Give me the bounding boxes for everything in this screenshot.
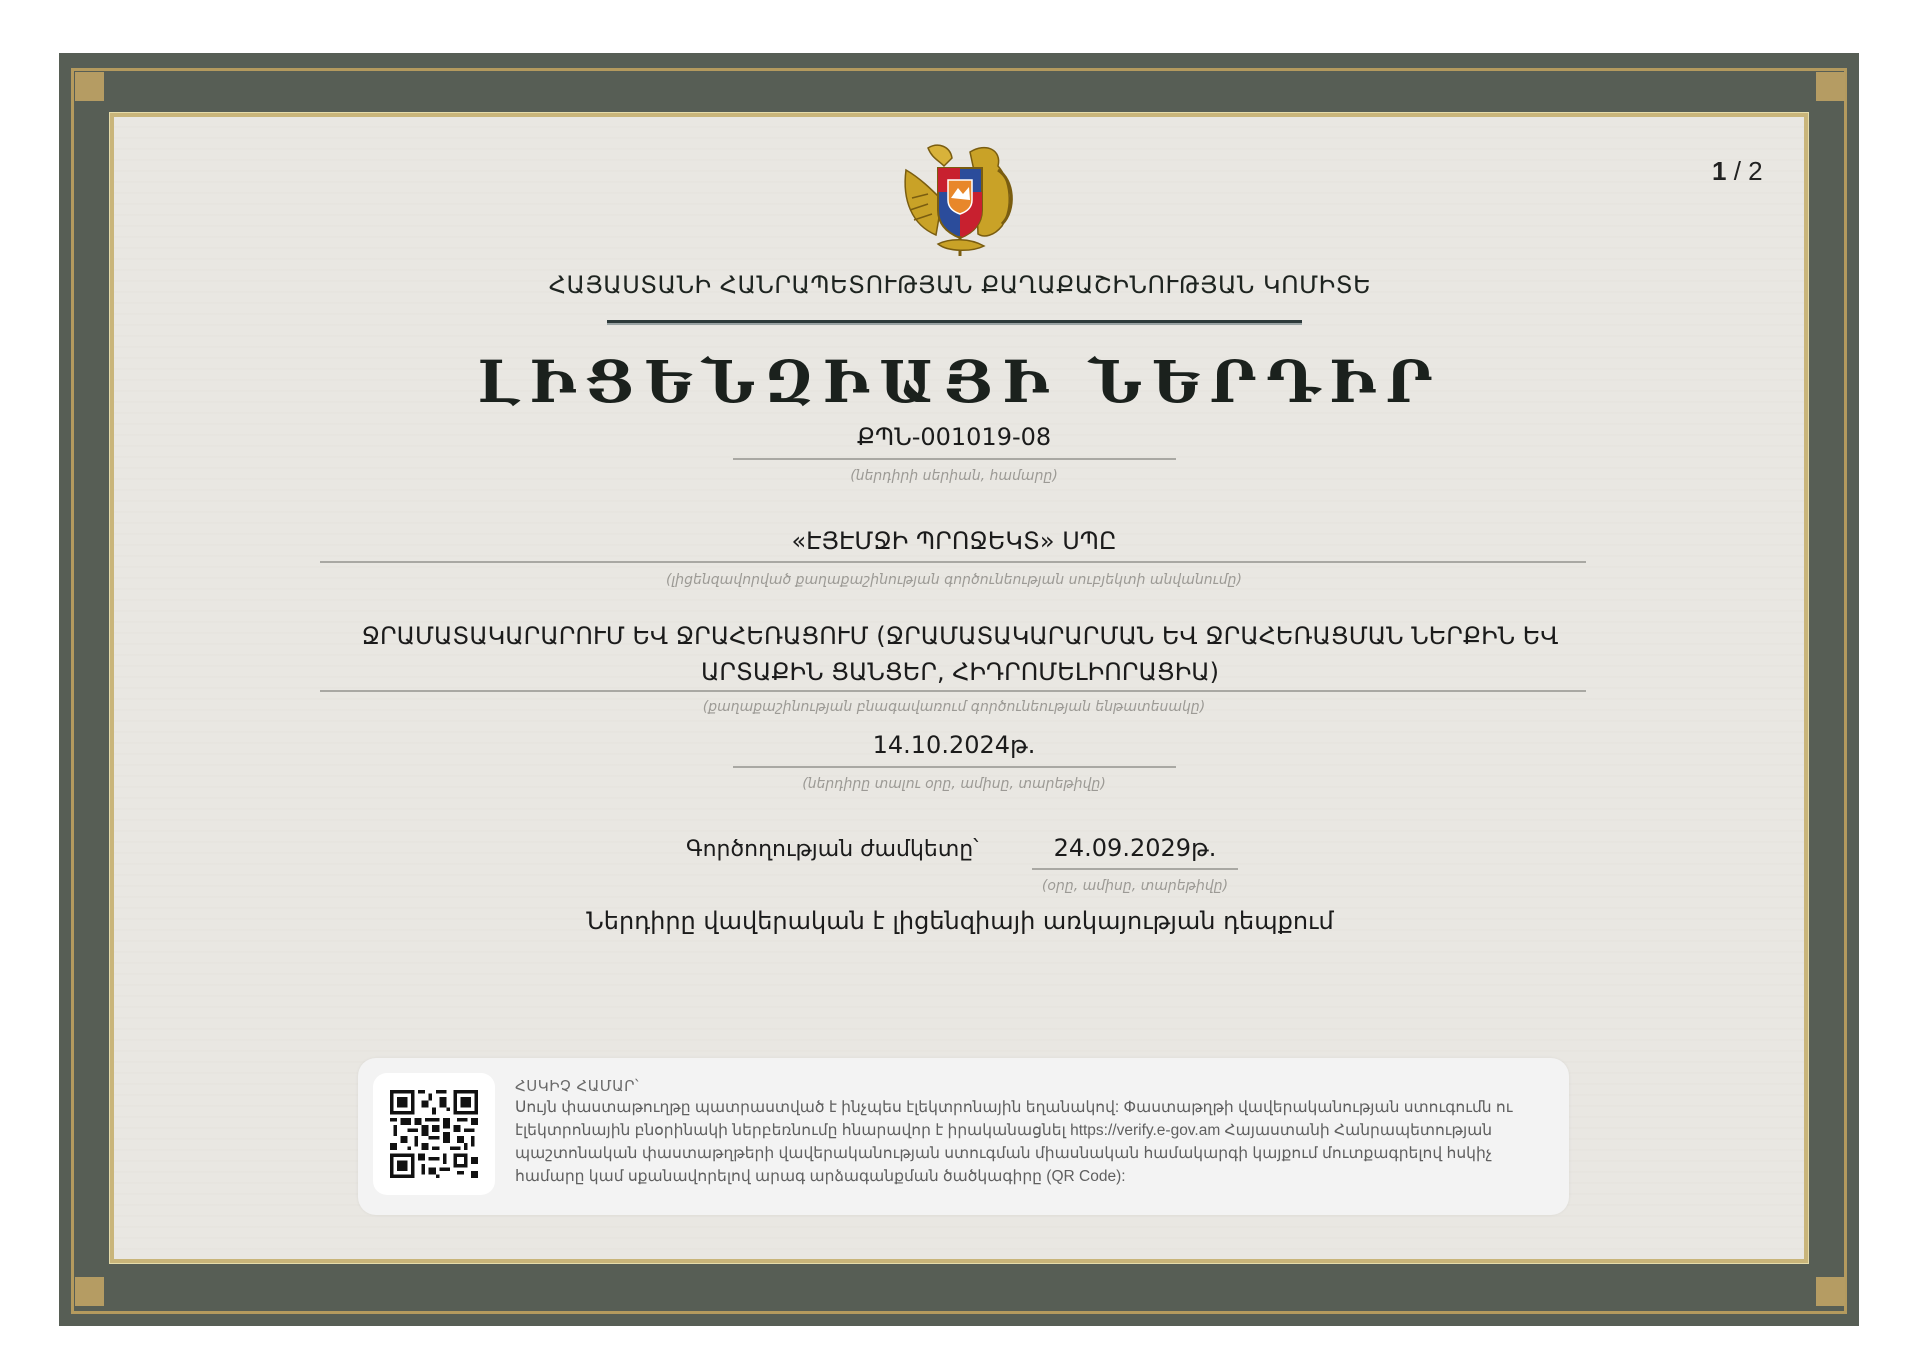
issuer-underline bbox=[607, 320, 1302, 325]
licensee-caption: (լիցենզավորված քաղաքաշինության գործունեության սուբյեկտի անվանումը) bbox=[666, 572, 1242, 588]
activity-subtype bbox=[345, 618, 1575, 690]
serial-number: ՔՊՆ-001019-08 bbox=[856, 423, 1052, 451]
qr-code-container[interactable] bbox=[373, 1073, 495, 1195]
activity-caption: (քաղաքաշինության բնագավառում գործունեության ենթատեսակը) bbox=[702, 699, 1206, 715]
licensee-underline bbox=[320, 561, 1586, 563]
page-current: 1 bbox=[1712, 156, 1727, 186]
corner-ornament-top-left bbox=[75, 72, 104, 101]
validity-note: Ներդիրը վավերական է լիցենզիայի առկայության դեպքում bbox=[586, 907, 1334, 935]
corner-ornament-bottom-left bbox=[75, 1277, 104, 1306]
issue-date: 14.10.2024թ. bbox=[872, 731, 1036, 759]
page-separator: / bbox=[1726, 156, 1749, 186]
licensee-name: «ԷՅԷՄՋԻ ՊՐՈՋԵԿՏ» ՍՊԸ bbox=[791, 527, 1117, 555]
page-total: 2 bbox=[1748, 156, 1763, 186]
verification-box bbox=[358, 1058, 1569, 1215]
document-title: ԼԻՑԵՆԶԻԱՅԻ ՆԵՐԴԻՐ bbox=[477, 348, 1443, 416]
corner-ornament-top-right bbox=[1816, 72, 1845, 101]
validity-date-underline bbox=[1032, 868, 1238, 870]
issuer-heading: ՀԱՅԱՍՏԱՆԻ ՀԱՆՐԱՊԵՏՈՒԹՅԱՆ ՔԱՂԱՔԱՇԻՆՈՒԹՅԱՆ ԿՈՄԻՏԵ bbox=[548, 271, 1372, 299]
activity-line-1: ՋՐԱՄԱՏԱԿԱՐԱՐՈՒՄ ԵՎ ՋՐԱՀԵՌԱՑՈՒՄ (ՋՐԱՄԱՏԱԿԱՐԱՐՄԱՆ ԵՎ ՋՐԱՀԵՌԱՑՄԱՆ ՆԵՐՔԻՆ ԵՎ bbox=[361, 622, 1559, 650]
verification-instructions: Սույն փաստաթուղթը պատրաստված է ինչպես էլեկտրոնային եղանակով: Փաստաթղթի վավերականության ստուգումն ու էլեկտրոնային բնօրինակի ներբեռնումը հնարավոր է իրականացնել https://verify.e-gov.am Հայաստանի Հանրապետության պաշտոնական փաստաթղթերի վավերականության ստուգման միասնական համակարգի կայքում մուտքագրելով հսկիչ համարը կամ սքանավորելով արագ արձագանքման ծածկագիրը (QR Code): bbox=[515, 1099, 1513, 1185]
validity-label: Գործողության ժամկետը՝ bbox=[686, 837, 979, 862]
validity-date-caption: (օրը, ամիսը, տարեթիվը) bbox=[1041, 878, 1229, 894]
verification-code-label: ՀՍԿԻՉ ՀԱՄԱՐ՝ bbox=[515, 1077, 640, 1095]
qr-code-icon[interactable] bbox=[390, 1090, 478, 1178]
serial-number-caption: (ներդիրի սերիան, համարը) bbox=[850, 468, 1058, 484]
activity-line-2: ԱՐՏԱՔԻՆ ՑԱՆՑԵՐ, ՀԻԴՐՈՄԵԼԻՈՐԱՑԻԱ) bbox=[700, 658, 1220, 686]
serial-number-underline bbox=[733, 458, 1176, 460]
issue-date-caption: (ներդիրը տալու օրը, ամիսը, տարեթիվը) bbox=[802, 776, 1106, 792]
validity-date: 24.09.2029թ. bbox=[1053, 834, 1217, 862]
corner-ornament-bottom-right bbox=[1816, 1277, 1845, 1306]
issue-date-underline bbox=[733, 766, 1176, 768]
armenia-coat-of-arms-icon bbox=[898, 140, 1022, 258]
activity-underline bbox=[320, 690, 1586, 692]
page-indicator bbox=[1712, 156, 1763, 187]
